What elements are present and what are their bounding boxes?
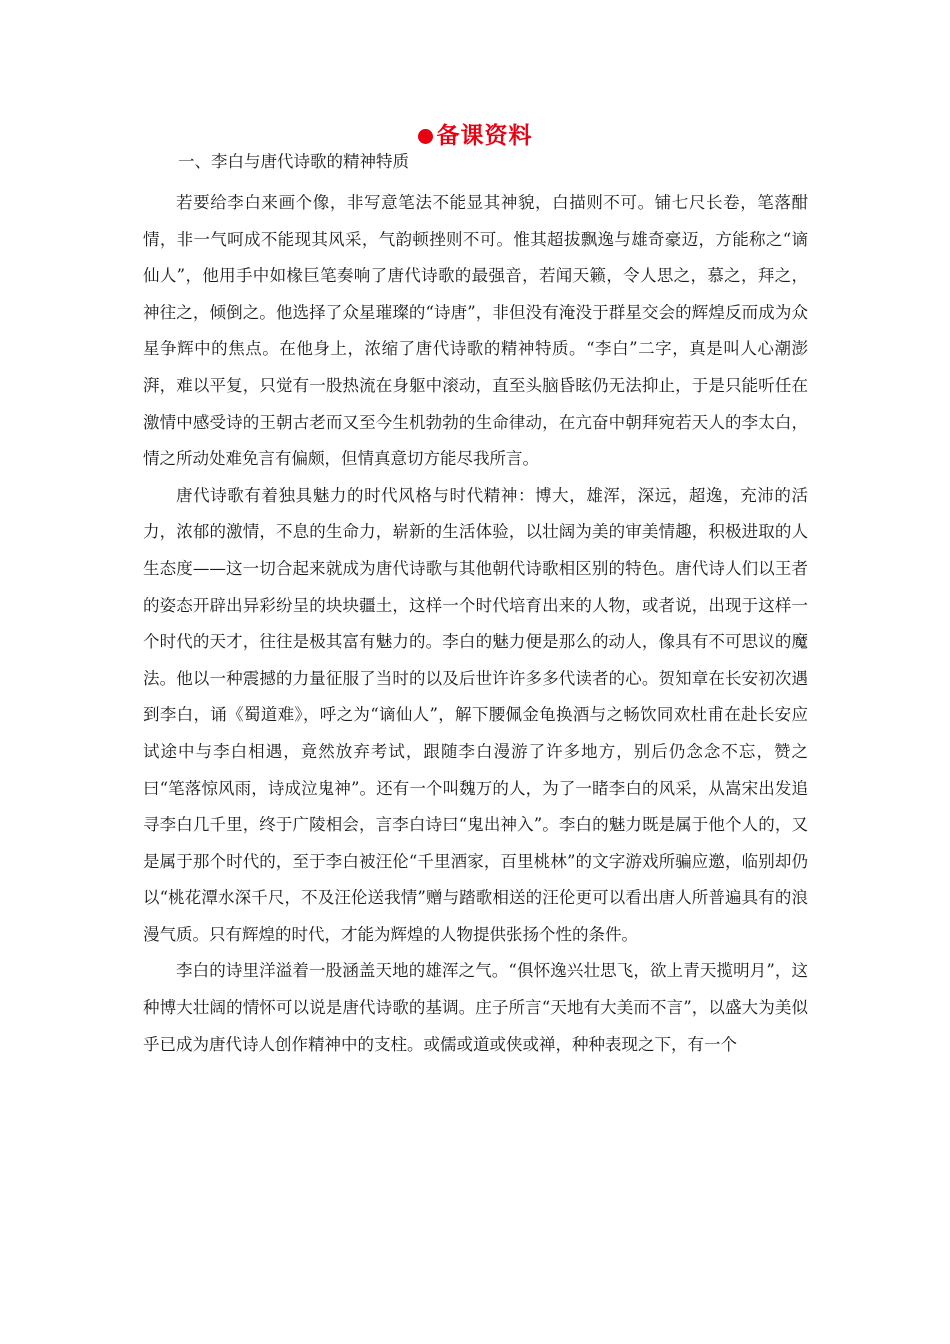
document-title xyxy=(0,118,950,154)
paragraph-3: 李白的诗里洋溢着一股涵盖天地的雄浑之气。“俱怀逸兴壮思飞，欲上青天揽明月”，这种博大壮阔的情怀可以说是唐代诗歌的基调。庄子所言“天地有大美而不言”，以盛大为美似乎已成为唐代诗人创作精神中的支柱。或儒或道或侠或禅，种种表现之下，有一个 xyxy=(143,961,808,1054)
section-heading: 一、李白与唐代诗歌的精神特质 xyxy=(178,152,409,171)
paragraph-2: 唐代诗歌有着独具魅力的时代风格与时代精神：博大，雄浑，深远，超逸，充沛的活力，浓郁的激情，不息的生命力，崭新的生活体验，以壮阔为美的审美情趣，积极进取的人生态度——这一切合起来就成为唐代诗歌与其他朝代诗歌相区别的特色。唐代诗人们以王者的姿态开辟出异彩纷呈的块块疆土，这样一个时代培育出来的人物，或者说，出现于这样一个时代的天才，往往是极其富有魅力的。李白的魅力便是那么的动人，像具有不可思议的魔法。他以一种震撼的力量征服了当时的以及后世许许多多代读者的心。贺知章在长安初次遇到李白，诵《蜀道难》，呼之为“谪仙人”，解下腰佩金龟换酒与之畅饮同欢杜甫在赴长安应试途中与李白相遇，竟然放弃考试，跟随李白漫游了许多地方，别后仍念念不忘，赞之曰“笔落惊风雨，诗成泣鬼神”。还有一个叫魏万的人，为了一睹李白的风采，从嵩宋出发追寻李白几千里，终于广陵相会，言李白诗曰“鬼出神入”。李白的魅力既是属于他个人的，又是属于那个时代的，至于李白被汪伦“千里酒家，百里桃林”的文字游戏所骗应邀，临别却仍以“桃花潭水深千尺，不及汪伦送我情”赠与踏歌相送的汪伦更可以看出唐人所普遍具有的浪漫气质。只有辉煌的时代，才能为辉煌的人物提供张扬个性的条件。 xyxy=(143,485,808,944)
bullet-dot-icon xyxy=(418,129,433,144)
body-text xyxy=(143,185,808,1063)
paragraph-1: 若要给李白来画个像，非写意笔法不能显其神貌，白描则不可。铺七尺长卷，笔落酣情，非一气呵成不能现其风采，气韵顿挫则不可。惟其超拔飘逸与雄奇豪迈，方能称之“谪仙人”，他用手中如椽巨笔奏响了唐代诗歌的最强音，若闻天籁，令人思之，慕之，拜之，神往之，倾倒之。他选择了众星璀璨的“诗唐”，非但没有淹没于群星交会的辉煌反而成为众星争辉中的焦点。在他身上，浓缩了唐代诗歌的精神特质。“李白”二字，真是叫人心潮澎湃，难以平复，只觉有一股热流在身躯中滚动，直至头脑昏眩仍无法抑止，于是只能听任在激情中感受诗的王朝古老而又至今生机勃勃的生命律动，在亢奋中朝拜宛若天人的李太白，情之所动处难免言有偏颇，但情真意切方能尽我所言。 xyxy=(143,193,808,469)
title-text: 备课资料 xyxy=(436,122,533,149)
